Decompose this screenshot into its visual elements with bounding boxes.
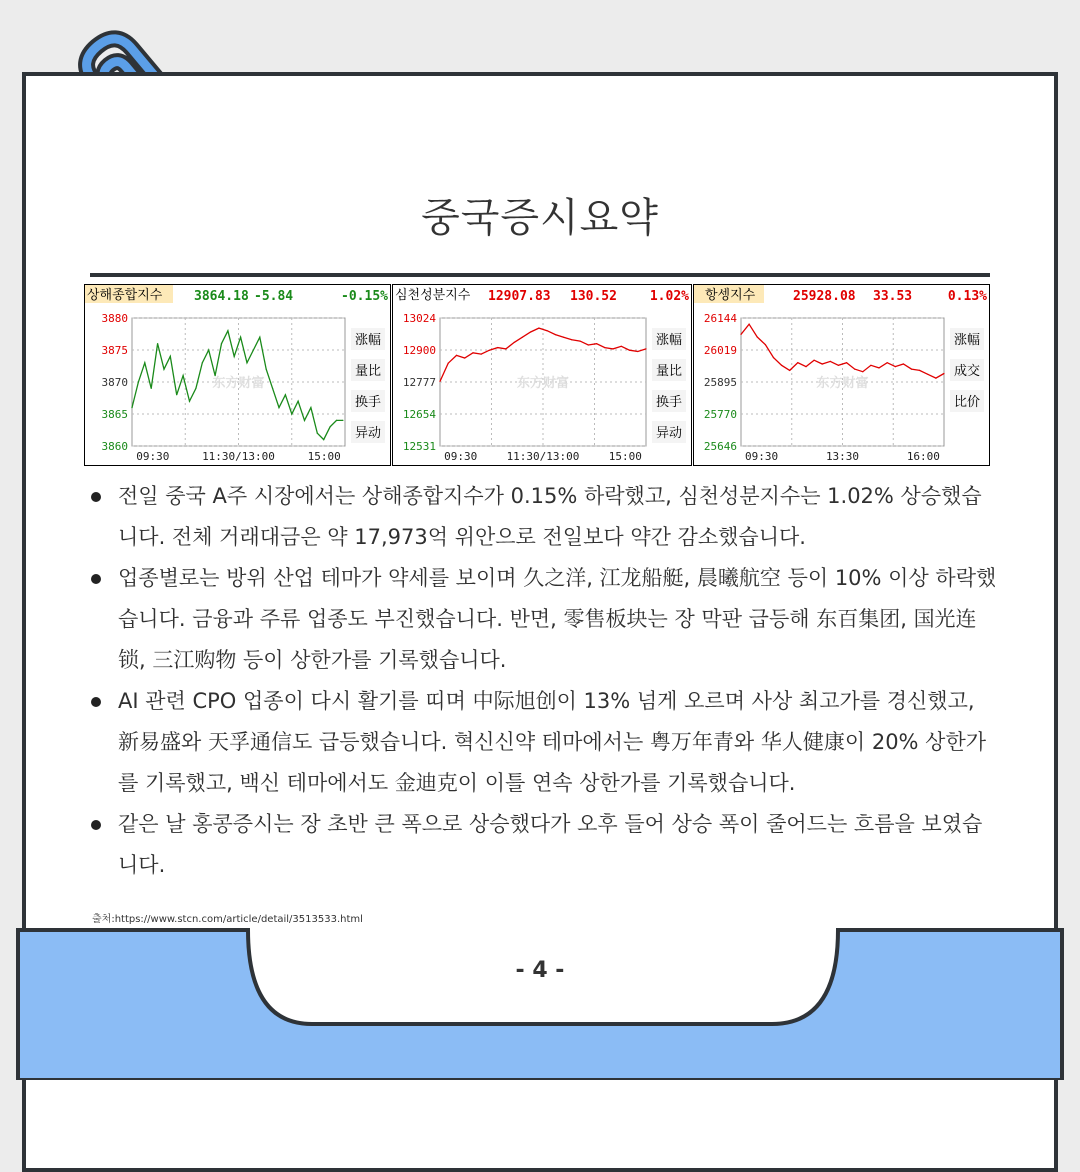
series-point bbox=[538, 328, 539, 329]
side-button-label: 涨幅 bbox=[655, 333, 683, 348]
footer-band bbox=[16, 928, 1064, 1080]
series-point bbox=[927, 374, 928, 375]
series-point bbox=[144, 362, 145, 363]
x-tick-label: 09:30 bbox=[745, 450, 779, 463]
series-point bbox=[481, 354, 482, 355]
y-tick-label: 3875 bbox=[101, 344, 128, 357]
chart-change: 130.52 bbox=[570, 289, 617, 304]
series-point bbox=[472, 352, 473, 353]
series-point bbox=[266, 369, 267, 370]
series-point bbox=[854, 369, 855, 370]
series-point bbox=[862, 371, 863, 372]
series-point bbox=[323, 439, 324, 440]
series-point bbox=[555, 334, 556, 335]
series-point bbox=[781, 365, 782, 366]
series-point bbox=[183, 375, 184, 376]
series-point bbox=[278, 407, 279, 408]
series-point bbox=[547, 330, 548, 331]
series-point bbox=[895, 366, 896, 367]
series-point bbox=[221, 343, 222, 344]
series-point bbox=[943, 373, 944, 374]
chart-title: 심천성분지수 bbox=[395, 288, 471, 303]
series-point bbox=[604, 347, 605, 348]
chart-pct: -0.15% bbox=[341, 289, 388, 304]
side-button-label: 异动 bbox=[655, 426, 683, 441]
chart-shenzhen bbox=[392, 284, 692, 466]
side-button-label: 比价 bbox=[953, 395, 981, 410]
series-point bbox=[822, 363, 823, 364]
series-point bbox=[621, 346, 622, 347]
series-point bbox=[637, 351, 638, 352]
y-tick-label: 12777 bbox=[402, 376, 436, 389]
series-point bbox=[456, 355, 457, 356]
x-tick-label: 15:00 bbox=[307, 450, 341, 463]
side-button-label: 涨幅 bbox=[354, 333, 382, 348]
chart-panel-shenzhen bbox=[392, 284, 692, 466]
series-point bbox=[240, 337, 241, 338]
series-point bbox=[919, 370, 920, 371]
chart-panel-hangseng bbox=[693, 284, 990, 466]
chart-watermark: 东方财富 bbox=[816, 376, 869, 391]
series-point bbox=[588, 344, 589, 345]
series-point bbox=[342, 420, 343, 421]
series-point bbox=[596, 343, 597, 344]
series-point bbox=[489, 350, 490, 351]
series-point bbox=[157, 343, 158, 344]
y-tick-label: 25770 bbox=[703, 408, 737, 421]
chart-panel-shanghai bbox=[84, 284, 391, 466]
y-tick-label: 12654 bbox=[402, 408, 436, 421]
series-point bbox=[878, 367, 879, 368]
series-point bbox=[612, 348, 613, 349]
y-tick-label: 3865 bbox=[101, 408, 128, 421]
chart-pct: 1.02% bbox=[649, 289, 689, 304]
summary-list bbox=[88, 476, 998, 886]
chart-hangseng bbox=[693, 284, 990, 466]
series-point bbox=[215, 375, 216, 376]
y-tick-label: 26144 bbox=[703, 312, 737, 325]
series-point bbox=[246, 362, 247, 363]
x-tick-label: 09:30 bbox=[136, 450, 170, 463]
source-link[interactable]: 출처:https://www.stcn.com/article/detail/3513533.html bbox=[92, 914, 363, 925]
series-point bbox=[195, 388, 196, 389]
x-tick-label: 16:00 bbox=[906, 450, 940, 463]
chart-pct: 0.13% bbox=[947, 289, 987, 304]
chart-change: -5.84 bbox=[254, 289, 294, 304]
side-button-label: 换手 bbox=[354, 395, 382, 410]
series-point bbox=[439, 381, 440, 382]
series-point bbox=[170, 356, 171, 357]
series-point bbox=[285, 394, 286, 395]
series-point bbox=[757, 336, 758, 337]
series-point bbox=[740, 334, 741, 335]
title-divider bbox=[90, 273, 990, 277]
series-point bbox=[176, 394, 177, 395]
series-point bbox=[903, 363, 904, 364]
series-point bbox=[163, 369, 164, 370]
series-point bbox=[208, 349, 209, 350]
chart-shanghai bbox=[84, 284, 391, 466]
chart-title: 항셍지수 bbox=[705, 288, 756, 303]
series-point bbox=[497, 347, 498, 348]
chart-watermark: 东方财富 bbox=[212, 376, 265, 391]
series-point bbox=[253, 349, 254, 350]
list-item: AI 관련 CPO 업종이 다시 활기를 띠며 中际旭创이 13% 넘게 오르며 사상 최고가를 경신했고, 新易盛와 天孚通信도 급등했습니다. 혁신신약 테마에서는 粤万年青와 华人健康이 20% 상한가를 기록했고, 백신 테마에서도 金迪克이 이틀 연속 상한가를 기록했습니다. bbox=[88, 681, 998, 804]
series-point bbox=[749, 324, 750, 325]
series-point bbox=[838, 365, 839, 366]
x-tick-label: 09:30 bbox=[444, 450, 478, 463]
series-point bbox=[234, 356, 235, 357]
series-point bbox=[131, 407, 132, 408]
series-point bbox=[797, 362, 798, 363]
series-point bbox=[911, 369, 912, 370]
series-point bbox=[805, 366, 806, 367]
chart-watermark: 东方财富 bbox=[516, 376, 570, 391]
series-point bbox=[138, 381, 139, 382]
series-point bbox=[645, 348, 646, 349]
series-point bbox=[563, 337, 564, 338]
series-point bbox=[505, 348, 506, 349]
list-item: 업종별로는 방위 산업 테마가 약세를 보이며 久之洋, 江龙船艇, 晨曦航空 등이 10% 이상 하락했습니다. 금융과 주류 업종도 부진했습니다. 반면, 零售板块는 장 막판 급등해 东百集团, 国光连锁, 三江购物 등이 상한가를 기록했습니다. bbox=[88, 558, 998, 681]
chart-price: 3864.18 bbox=[194, 289, 249, 304]
series-point bbox=[227, 330, 228, 331]
side-button-label: 量比 bbox=[655, 364, 683, 379]
side-button-label: 换手 bbox=[655, 395, 683, 410]
page-number: - 4 - bbox=[515, 958, 565, 983]
series-point bbox=[887, 362, 888, 363]
page-title: 중국증시요약 bbox=[421, 195, 659, 241]
series-point bbox=[773, 357, 774, 358]
chart-price: 12907.83 bbox=[488, 289, 551, 304]
series-point bbox=[514, 342, 515, 343]
series-point bbox=[336, 420, 337, 421]
list-item: 전일 중국 A주 시장에서는 상해종합지수가 0.15% 하락했고, 심천성분지수는 1.02% 상승했습니다. 전체 거래대금은 약 17,973억 위안으로 전일보다 약간 감소했습니다. bbox=[88, 476, 998, 558]
side-button-label: 成交 bbox=[953, 364, 981, 379]
side-button-label: 涨幅 bbox=[953, 333, 981, 348]
side-button-label: 量比 bbox=[354, 364, 382, 379]
series-point bbox=[580, 341, 581, 342]
series-point bbox=[310, 407, 311, 408]
x-tick-label: 11:30/13:00 bbox=[506, 450, 580, 463]
chart-change: 33.53 bbox=[873, 289, 913, 304]
series-point bbox=[189, 401, 190, 402]
chart-price: 25928.08 bbox=[793, 289, 856, 304]
series-point bbox=[464, 357, 465, 358]
y-tick-label: 12900 bbox=[402, 344, 436, 357]
series-point bbox=[522, 337, 523, 338]
series-point bbox=[272, 388, 273, 389]
series-point bbox=[304, 420, 305, 421]
series-point bbox=[317, 433, 318, 434]
x-tick-label: 11:30/13:00 bbox=[202, 450, 275, 463]
series-point bbox=[935, 378, 936, 379]
list-item: 같은 날 홍콩증시는 장 초반 큰 폭으로 상승했다가 오후 들어 상승 폭이 줄어드는 흐름을 보였습니다. bbox=[88, 804, 998, 886]
series-point bbox=[629, 350, 630, 351]
series-point bbox=[830, 361, 831, 362]
series-point bbox=[202, 362, 203, 363]
series-point bbox=[259, 337, 260, 338]
series-point bbox=[530, 331, 531, 332]
y-tick-label: 3880 bbox=[101, 312, 128, 325]
series-point bbox=[846, 362, 847, 363]
series-point bbox=[151, 388, 152, 389]
series-point bbox=[765, 344, 766, 345]
y-tick-label: 26019 bbox=[703, 344, 737, 357]
y-tick-label: 13024 bbox=[402, 312, 436, 325]
series-point bbox=[448, 363, 449, 364]
series-point bbox=[291, 413, 292, 414]
y-tick-label: 3860 bbox=[101, 440, 128, 453]
x-tick-label: 15:00 bbox=[608, 450, 642, 463]
side-button-label: 异动 bbox=[354, 426, 382, 441]
y-tick-label: 25895 bbox=[703, 376, 737, 389]
y-tick-label: 12531 bbox=[402, 440, 436, 453]
series-point bbox=[789, 370, 790, 371]
x-tick-label: 13:30 bbox=[825, 450, 860, 463]
series-point bbox=[814, 360, 815, 361]
series-point bbox=[298, 401, 299, 402]
y-tick-label: 3870 bbox=[101, 376, 128, 389]
chart-title: 상해종합지수 bbox=[87, 288, 163, 303]
series-point bbox=[571, 339, 572, 340]
series-point bbox=[330, 426, 331, 427]
y-tick-label: 25646 bbox=[703, 440, 737, 453]
series-point bbox=[870, 365, 871, 366]
